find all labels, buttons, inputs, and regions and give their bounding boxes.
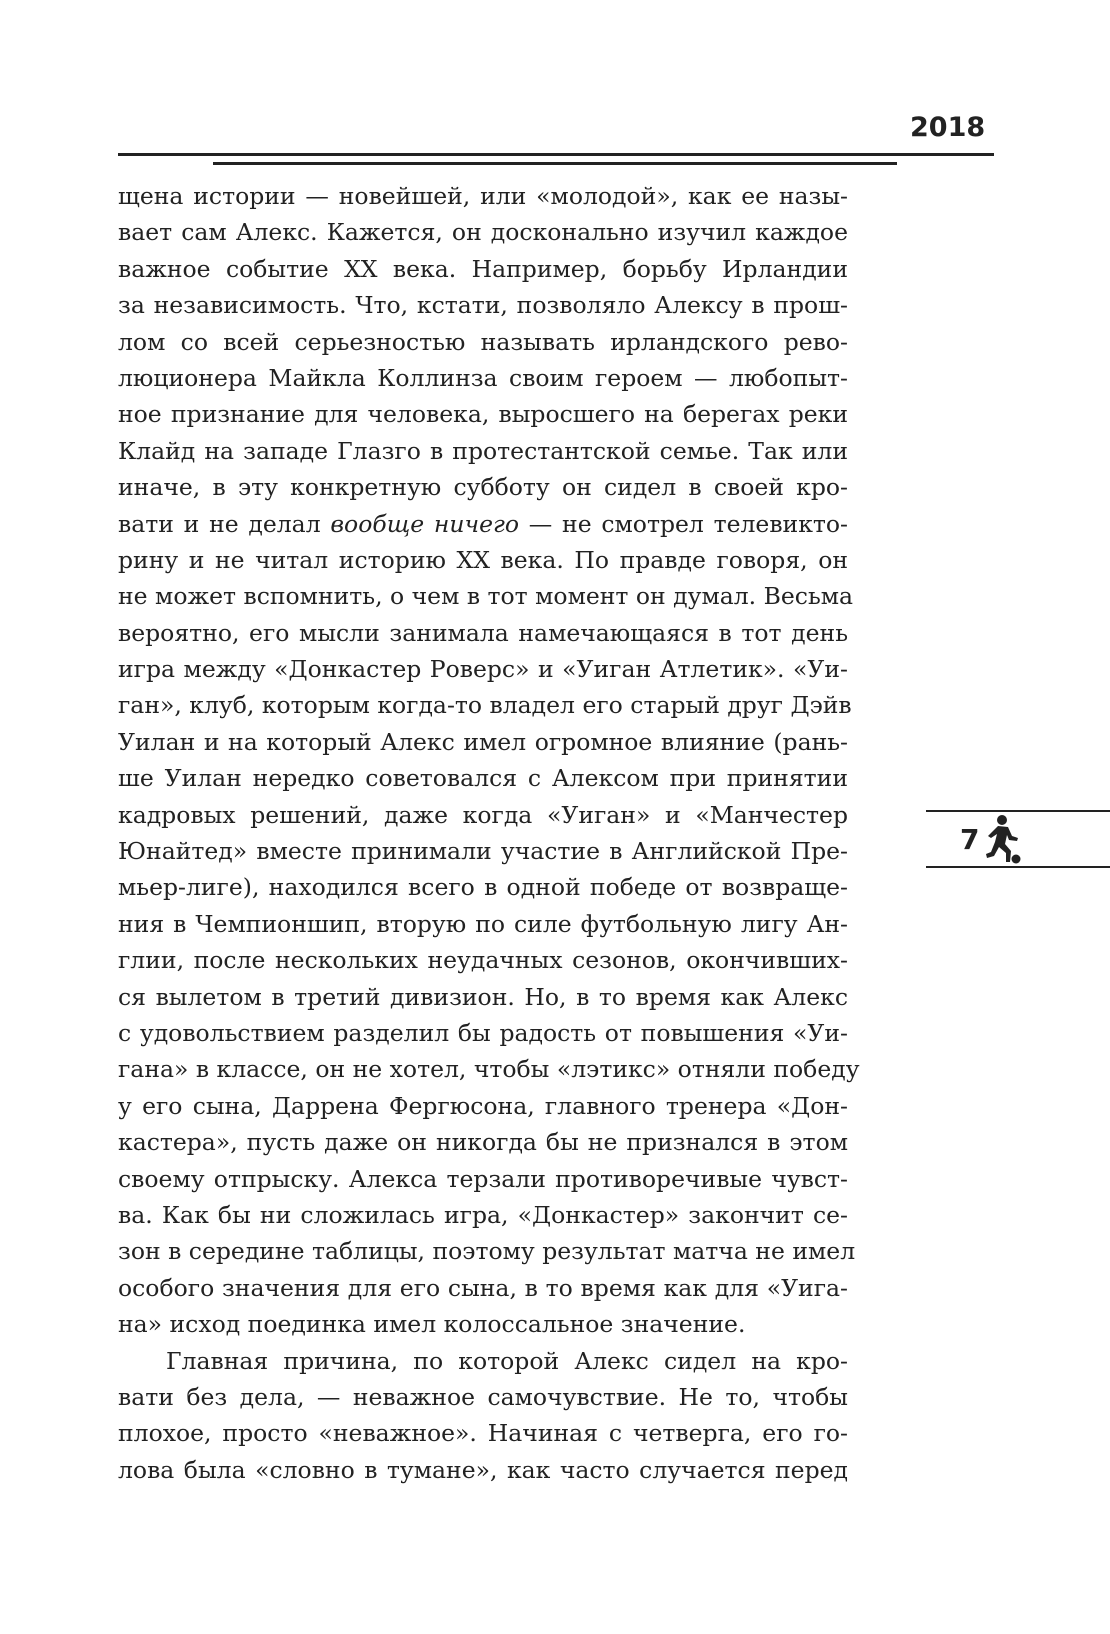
text-line: Главная причина, по которой Алекс сидел на кро- xyxy=(166,1346,848,1375)
text-line: Юнайтед» вместе принимали участие в Английской Пре- xyxy=(118,837,848,866)
chapter-year: 2018 xyxy=(910,112,986,143)
text-line: игра между «Донкастер Роверс» и «Уиган Атлетик». «Уи- xyxy=(118,655,848,684)
text-line: вероятно, его мысли занимала намечающаяся в тот день xyxy=(118,618,848,647)
text-line: ше Уилан нередко советовался с Алексом при принятии xyxy=(118,764,848,793)
text-line: вати и не делал вообще ничего — не смотрел телевикто- xyxy=(118,509,848,538)
text-line: гана» в классе, он не хотел, чтобы «лэтикс» отняли победу xyxy=(118,1055,860,1084)
emphasis: вообще ничего xyxy=(330,509,520,538)
text-line: глии, после нескольких неудачных сезонов, окончивших- xyxy=(118,946,848,975)
text-line: вает сам Алекс. Кажется, он досконально изучил каждое xyxy=(118,218,848,247)
text-line: ния в Чемпионшип, вторую по силе футбольную лигу Ан- xyxy=(118,909,848,938)
text-line: вати без дела, — неважное самочувствие. Не то, чтобы xyxy=(118,1382,848,1411)
text-line: люционера Майкла Коллинза своим героем — любопыт- xyxy=(118,363,848,392)
text-line: ся вылетом в третий дивизион. Но, в то время как Алекс xyxy=(118,982,848,1011)
text-line: не может вспомнить, о чем в тот момент он думал. Весьма xyxy=(118,582,854,611)
text-line: ва. Как бы ни сложилась игра, «Донкастер» закончит се- xyxy=(118,1200,848,1229)
page-marker-rule-bottom xyxy=(926,866,1110,868)
text-line: у его сына, Даррена Фергюсона, главного тренера «Дон- xyxy=(118,1091,848,1120)
text-line: ган», клуб, которым когда-то владел его старый друг Дэйв xyxy=(118,691,852,720)
text-line: важное событие XX века. Например, борьбу Ирландии xyxy=(118,254,848,283)
header-rule-short xyxy=(213,162,897,165)
text-line: Клайд на западе Глазго в протестантской семье. Так или xyxy=(118,436,848,465)
page-marker-rule-top xyxy=(926,810,1110,812)
text-line: кастера», пусть даже он никогда бы не признался в этом xyxy=(118,1128,848,1157)
text-line: за независимость. Что, кстати, позволяло Алексу в прош- xyxy=(118,291,848,320)
text-line: лова была «словно в тумане», как часто случается перед xyxy=(118,1455,848,1484)
text-line: рину и не читал историю XX века. По правде говоря, он xyxy=(118,545,848,574)
text-line: плохое, просто «неважное». Начиная с четверга, его го- xyxy=(118,1419,848,1448)
page-number: 7 xyxy=(960,823,980,856)
text-line: своему отпрыску. Алекса терзали противоречивые чувст- xyxy=(118,1164,848,1193)
text-line: Уилан и на который Алекс имел огромное влияние (рань- xyxy=(118,727,848,756)
text-line: на» исход поединка имел колоссальное значение. xyxy=(118,1310,746,1339)
text-line: мьер-лиге), находился всего в одной победе от возвраще- xyxy=(118,873,848,902)
text-line: особого значения для его сына, в то время как для «Уига- xyxy=(118,1273,848,1302)
text-line: ное признание для человека, выросшего на берегах реки xyxy=(118,400,848,429)
text-line: щена истории — новейшей, или «молодой», как ее назы- xyxy=(118,182,848,210)
header-rule-long xyxy=(118,153,994,156)
text-line: иначе, в эту конкретную субботу он сидел в своей кро- xyxy=(118,473,848,502)
football-player-icon xyxy=(980,814,1022,866)
text-line: зон в середине таблицы, поэтому результат матча не имел xyxy=(118,1237,856,1266)
text-line: с удовольствием разделил бы радость от повышения «Уи- xyxy=(118,1018,848,1047)
body-text xyxy=(118,178,860,1488)
text-line: кадровых решений, даже когда «Уиган» и «Манчестер xyxy=(118,800,848,829)
text-line: лом со всей серьезностью называть ирландского рево- xyxy=(118,327,848,356)
